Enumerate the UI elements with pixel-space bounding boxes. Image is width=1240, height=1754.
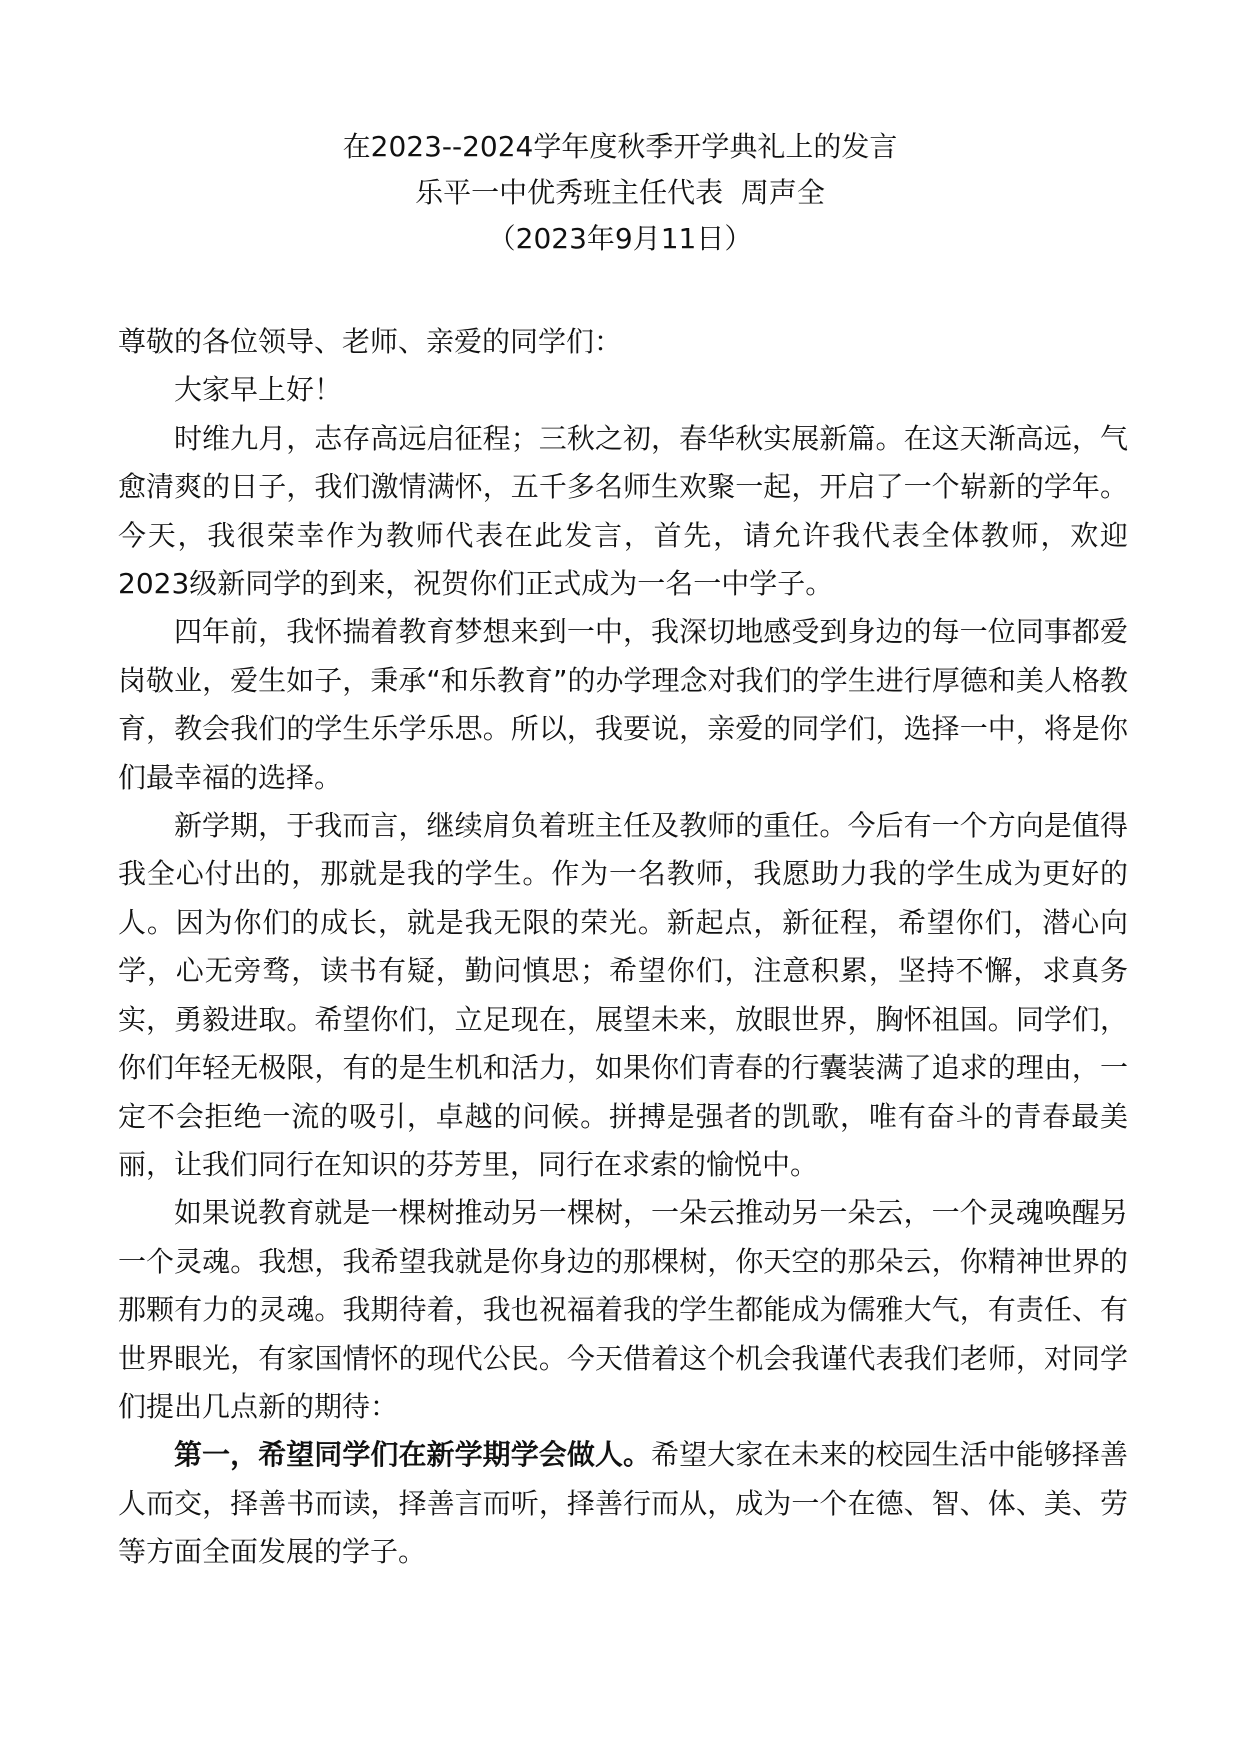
document-header	[0, 124, 1240, 262]
point-one-text: 希望大家在未来的校园生活中能够择善人而交，择善书而读，择善言而听，择善行而从，成为一个在德、智、体、美、劳等方面全面发展的学子。	[118, 1438, 1128, 1569]
speech-date: （2023年9月11日）	[487, 222, 753, 255]
paragraph-4: 如果说教育就是一棵树推动另一棵树，一朵云推动另一朵云，一个灵魂唤醒另一个灵魂。我想，我希望我就是你身边的那棵树，你天空的那朵云，你精神世界的那颗有力的灵魂。我期待着，我也祝福着我的学生都能成为儒雅大气，有责任、有世界眼光，有家国情怀的现代公民。今天借着这个机会我谨代表我们老师，对同学们提出几点新的期待：	[118, 1196, 1128, 1423]
paragraph-1: 时维九月，志存高远启征程；三秋之初，春华秋实展新篇。在这天渐高远，气愈清爽的日子，我们激情满怀，五千多名师生欢聚一起，开启了一个崭新的学年。今天，我很荣幸作为教师代表在此发言，首先，请允许我代表全体教师，欢迎2023级新同学的到来，祝贺你们正式成为一名一中学子。	[118, 421, 1128, 601]
document-body	[118, 318, 1128, 1577]
speaker-line: 乐平一中优秀班主任代表 周声全	[415, 176, 825, 209]
point-one-heading: 第一，希望同学们在新学期学会做人。	[174, 1438, 652, 1472]
paragraph-3: 新学期，于我而言，继续肩负着班主任及教师的重任。今后有一个方向是值得我全心付出的，那就是我的学生。作为一名教师，我愿助力我的学生成为更好的人。因为你们的成长，就是我无限的荣光。新起点，新征程，希望你们，潜心向学，心无旁骛，读书有疑，勤问慎思；希望你们，注意积累，坚持不懈，求真务实，勇毅进取。希望你们，立足现在，展望未来，放眼世界，胸怀祖国。同学们，你们年轻无极限，有的是生机和活力，如果你们青春的行囊装满了追求的理由，一定不会拒绝一流的吸引，卓越的问候。拼搏是强者的凯歌，唯有奋斗的青春最美丽，让我们同行在知识的芬芳里，同行在求索的愉悦中。	[118, 809, 1128, 1181]
greeting: 大家早上好！	[174, 373, 343, 407]
paragraph-2: 四年前，我怀揣着教育梦想来到一中，我深切地感受到身边的每一位同事都爱岗敬业，爱生如子，秉承“和乐教育”的办学理念对我们的学生进行厚德和美人格教育，教会我们的学生乐学乐思。所以，我要说，亲爱的同学们，选择一中，将是你们最幸福的选择。	[118, 615, 1128, 794]
point-one-paragraph	[118, 1431, 1128, 1576]
salutation: 尊敬的各位领导、老师、亲爱的同学们：	[118, 325, 623, 358]
speech-title: 在2023--2024学年度秋季开学典礼上的发言	[342, 130, 898, 163]
